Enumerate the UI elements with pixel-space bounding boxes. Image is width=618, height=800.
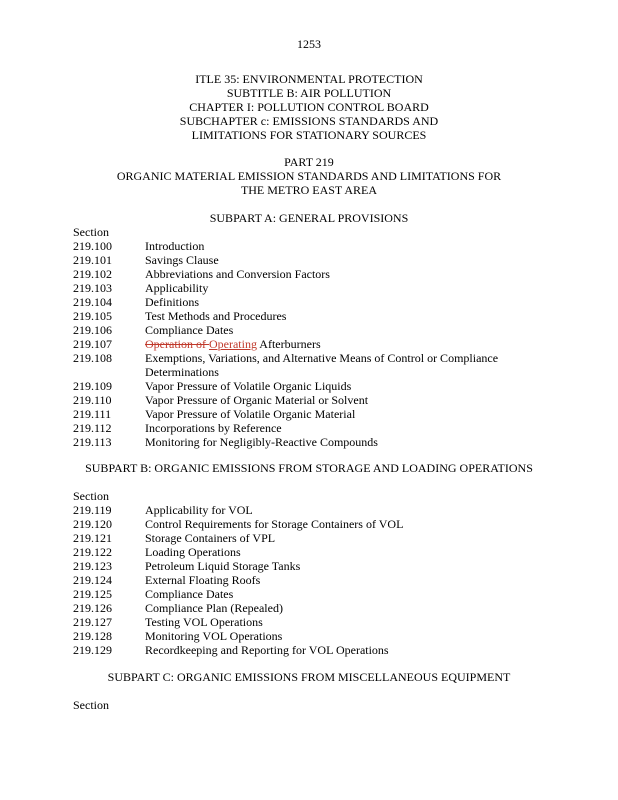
- toc-row: [73, 309, 593, 323]
- section-number: 219.122: [73, 545, 112, 559]
- section-number: 219.111: [73, 407, 112, 421]
- section-number: 219.108: [73, 351, 112, 365]
- page-number: 1253: [297, 37, 321, 51]
- subchapter-line-2: LIMITATIONS FOR STATIONARY SOURCES: [191, 128, 427, 142]
- section-number: 219.101: [73, 253, 112, 267]
- toc-row: [73, 323, 593, 337]
- section-number: 219.126: [73, 601, 112, 615]
- section-title: Test Methods and Procedures: [145, 309, 287, 323]
- subpart-b-toc: [73, 503, 593, 657]
- toc-row: [73, 615, 593, 629]
- section-title: Vapor Pressure of Organic Material or Solvent: [145, 393, 369, 407]
- section-title: Petroleum Liquid Storage Tanks: [145, 559, 301, 573]
- toc-row: [73, 267, 593, 281]
- section-number: 219.129: [73, 643, 112, 657]
- toc-row: [73, 379, 593, 393]
- section-title: [145, 337, 515, 351]
- section-number: 219.125: [73, 587, 112, 601]
- toc-row: [73, 517, 593, 531]
- toc-row: [73, 421, 593, 435]
- section-title: Monitoring VOL Operations: [145, 629, 283, 643]
- subchapter-line-1: SUBCHAPTER c: EMISSIONS STANDARDS AND: [179, 114, 439, 128]
- section-column-label: Section: [73, 489, 109, 503]
- section-number: 219.112: [73, 421, 112, 435]
- section-title: Applicability: [145, 281, 209, 295]
- toc-row: [73, 559, 593, 573]
- section-title: External Floating Roofs: [145, 573, 261, 587]
- section-title: Testing VOL Operations: [145, 615, 263, 629]
- section-title: Applicability for VOL: [145, 503, 253, 517]
- section-title: Storage Containers of VPL: [145, 531, 276, 545]
- section-title: Vapor Pressure of Volatile Organic Material: [145, 407, 356, 421]
- section-number: 219.120: [73, 517, 112, 531]
- toc-row: [73, 253, 593, 267]
- section-column-label: Section: [73, 698, 109, 712]
- subpart-b-heading: SUBPART B: ORGANIC EMISSIONS FROM STORAGE AND LOADING OPERATIONS: [85, 461, 533, 475]
- inserted-text: Operating: [208, 337, 257, 351]
- section-title: Control Requirements for Storage Containers of VOL: [145, 517, 404, 531]
- toc-row: [73, 435, 593, 449]
- struck-text: Operation of: [145, 337, 209, 351]
- toc-row-revised: [73, 337, 593, 351]
- section-title: Exemptions, Variations, and Alternative Means of Control or Compliance Determinations: [145, 351, 499, 379]
- section-number: 219.124: [73, 573, 112, 587]
- toc-row: [73, 239, 593, 253]
- section-title: Loading Operations: [145, 545, 241, 559]
- toc-row: [73, 573, 593, 587]
- document-heading: [0, 72, 618, 142]
- toc-row: [73, 503, 593, 517]
- section-title: Incorporations by Reference: [145, 421, 282, 435]
- section-title: Savings Clause: [145, 253, 219, 267]
- toc-row: [73, 351, 593, 379]
- section-number: 219.123: [73, 559, 112, 573]
- section-number: 219.127: [73, 615, 112, 629]
- toc-row: [73, 407, 593, 421]
- section-number: 219.110: [73, 393, 112, 407]
- part-number: PART 219: [284, 155, 334, 169]
- chapter-line: CHAPTER I: POLLUTION CONTROL BOARD: [189, 100, 429, 114]
- subtitle-line: SUBTITLE B: AIR POLLUTION: [226, 86, 392, 100]
- section-number: 219.107: [73, 337, 112, 351]
- section-number: 219.105: [73, 309, 112, 323]
- section-title: Vapor Pressure of Volatile Organic Liquids: [145, 379, 352, 393]
- section-column-label: Section: [73, 225, 109, 239]
- section-title: Definitions: [145, 295, 199, 309]
- toc-row: [73, 601, 593, 615]
- toc-row: [73, 629, 593, 643]
- section-title: Introduction: [145, 239, 205, 253]
- section-title: Compliance Plan (Repealed): [145, 601, 283, 615]
- section-number: 219.104: [73, 295, 112, 309]
- section-title-rest: Afterburners: [256, 337, 321, 351]
- section-title: Abbreviations and Conversion Factors: [145, 267, 330, 281]
- section-title: Compliance Dates: [145, 323, 234, 337]
- title-line: ITLE 35: ENVIRONMENTAL PROTECTION: [195, 72, 423, 86]
- toc-row: [73, 295, 593, 309]
- subpart-a-toc: [73, 239, 593, 449]
- section-number: 219.121: [73, 531, 112, 545]
- toc-row: [73, 643, 593, 657]
- section-number: 219.119: [73, 503, 112, 517]
- toc-row: [73, 545, 593, 559]
- part-title-line-2: THE METRO EAST AREA: [240, 183, 378, 197]
- part-heading: [0, 155, 618, 197]
- subpart-a-heading: SUBPART A: GENERAL PROVISIONS: [209, 211, 409, 225]
- subpart-c-heading: SUBPART C: ORGANIC EMISSIONS FROM MISCELLANEOUS EQUIPMENT: [107, 670, 511, 684]
- section-number: 219.128: [73, 629, 112, 643]
- section-number: 219.103: [73, 281, 112, 295]
- section-number: 219.109: [73, 379, 112, 393]
- section-title: Monitoring for Negligibly-Reactive Compounds: [145, 435, 378, 449]
- toc-row: [73, 393, 593, 407]
- section-number: 219.113: [73, 435, 112, 449]
- part-title-line-1: ORGANIC MATERIAL EMISSION STANDARDS AND LIMITATIONS FOR: [116, 169, 502, 183]
- section-number: 219.100: [73, 239, 112, 253]
- toc-row: [73, 587, 593, 601]
- section-number: 219.106: [73, 323, 112, 337]
- section-number: 219.102: [73, 267, 112, 281]
- section-title: Recordkeeping and Reporting for VOL Operations: [145, 643, 389, 657]
- section-title: Compliance Dates: [145, 587, 234, 601]
- toc-row: [73, 281, 593, 295]
- toc-row: [73, 531, 593, 545]
